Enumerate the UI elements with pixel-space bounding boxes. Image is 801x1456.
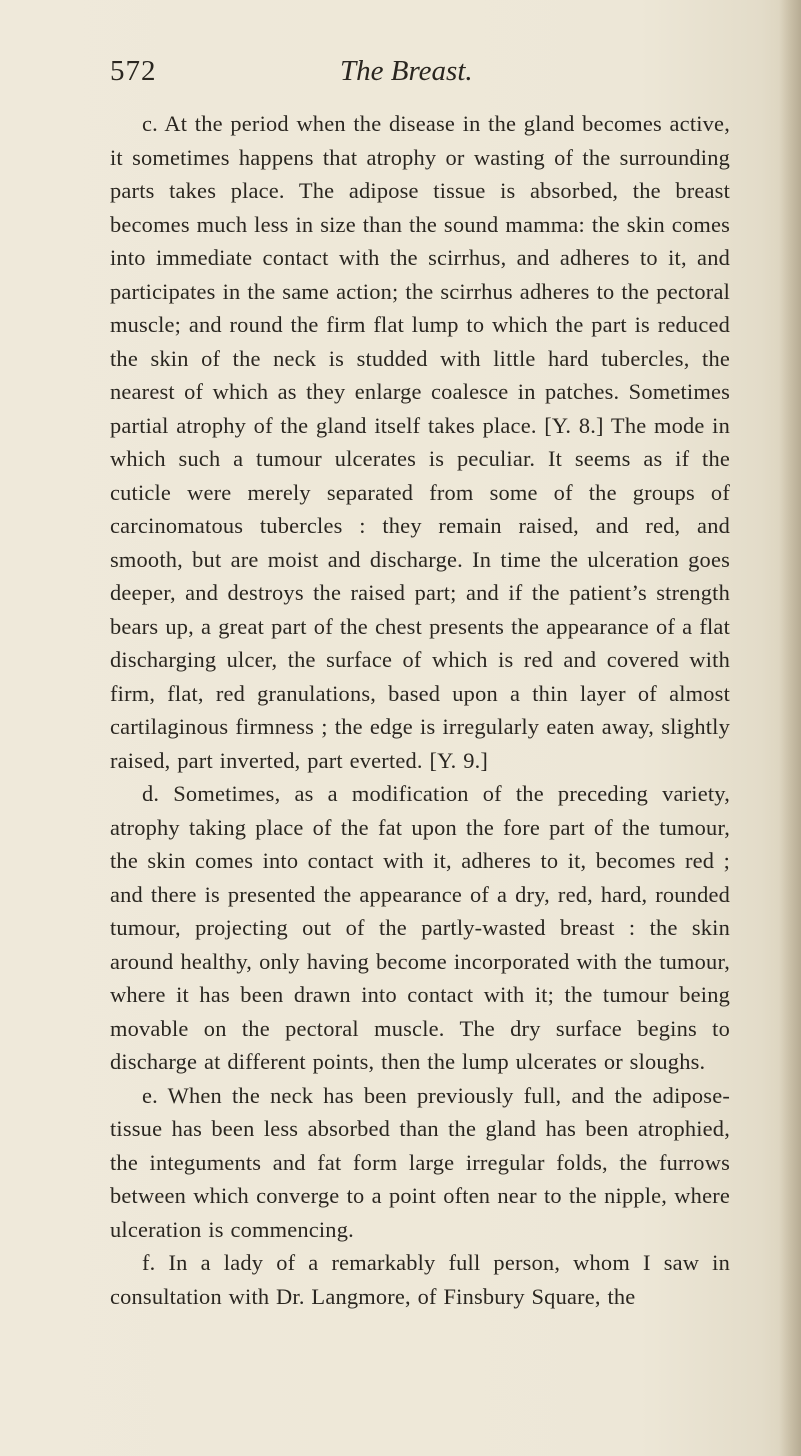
paragraph-c: c. At the period when the disease in the gland becomes active, it sometimes happens that atrophy or wasting of the surrounding parts takes place. The adipose tissue is absorbed, the breast becomes much less in size than the sound mamma: the skin comes into immediate contact with the scirrhus, and adheres to it, and participates in the same action; the scirrhus adheres to the pectoral muscle; and round the firm flat lump to which the part is reduced the skin of the neck is studded with little hard tubercles, the nearest of which as they enlarge coalesce in patches. Sometimes partial atrophy of the gland itself takes place. [Y. 8.] The mode in which such a tumour ulcerates is peculiar. It seems as if the cuticle were merely separated from some of the groups of carcinomatous tubercles : they remain raised, and red, and smooth, but are moist and discharge. In time the ulceration goes deeper, and destroys the raised part; and if the patient’s strength bears up, a great part of the chest presents the appearance of a flat discharging ulcer, the surface of which is red and covered with firm, flat, red granulations, based upon a thin layer of almost cartilaginous firmness ; the edge is irregularly eaten away, slightly raised, part inverted, part everted. [Y. 9.]: [110, 111, 730, 773]
paragraph-f: f. In a lady of a remarkably full person, whom I saw in consultation with Dr. Langmore, of Finsbury Square, the: [110, 1250, 730, 1309]
page-edge-shadow: [779, 0, 801, 1456]
paragraph-d: d. Sometimes, as a modification of the preceding variety, atrophy taking place of the fat upon the fore part of the tumour, the skin comes into contact with it, adheres to it, becomes red ; and there is presented the appearance of a dry, red, hard, rounded tumour, projecting out of the partly-wasted breast : the skin around healthy, only having become incorporated with the tumour, where it has been drawn into contact with it; the tumour being movable on the pectoral muscle. The dry surface begins to discharge at different points, then the lump ulcerates or sloughs.: [110, 781, 730, 1074]
paragraph-e: e. When the neck has been previously full, and the adipose-tissue has been less absorbed than the gland has been atrophied, the integuments and fat form large irregular folds, the furrows between which converge to a point often near to the nipple, where ulceration is commencing.: [110, 1082, 730, 1242]
running-title: The Breast.: [340, 55, 473, 87]
body-text: [110, 107, 730, 1313]
page-header: [110, 55, 730, 95]
page-number: 572: [110, 55, 157, 87]
